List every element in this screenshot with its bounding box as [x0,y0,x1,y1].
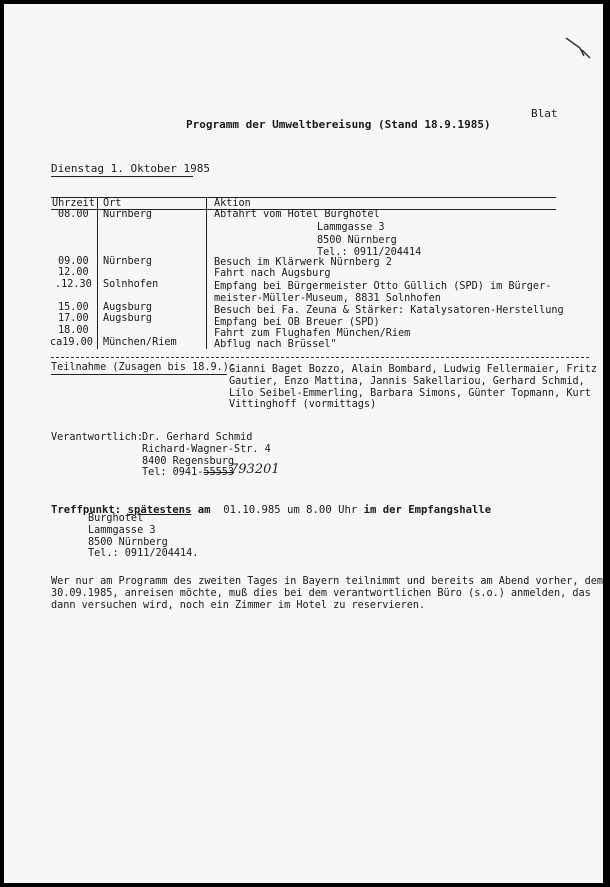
table-row-place: Solnhofen [103,279,159,290]
participants-line: Gianni Baget Bozzo, Alain Bombard, Ludwig Fellermaier, Fritz [229,364,598,375]
document-title: Programm der Umweltbereisung (Stand 18.9.1985) [186,118,491,131]
table-row-action: Besuch bei Fa. Zeuna & Stärker: Katalysatoren-Herstellung [214,305,564,316]
meeting-address-line: 8500 Nürnberg [88,537,168,548]
participants-label: Teilnahme (Zusagen bis 18.9.): [51,362,236,373]
participants-label-underline [51,374,227,375]
responsible-phone [142,467,234,479]
responsible-name: Dr. Gerhard Schmid [142,432,253,443]
table-row-time: 15.00 [58,302,89,313]
table-row-time: 18.00 [58,325,89,336]
responsible-label: Verantwortlich: [51,432,144,443]
table-row-time: 17.00 [58,313,89,324]
table-row-action: Besuch im Klärwerk Nürnberg 2 [214,257,392,268]
table-row-action: Abflug nach Brüssel" [214,339,337,350]
table-row-action: meister-Müller-Museum, 8831 Solnhofen [214,293,441,304]
table-row-time: 08.00 [58,209,89,220]
responsible-city: 8400 Regensburg [142,456,235,467]
page-label: Blat [531,107,558,120]
column-header-time: Uhrzeit [52,198,95,209]
meeting-address-line: Lammgasse 3 [88,525,156,536]
table-row-action: Abfahrt vom Hotel Burghotel [214,209,380,220]
hotel-address-street: Lammgasse 3 [317,222,385,233]
table-row-time: 09.00 [58,256,89,267]
meeting-am: am [197,504,211,516]
table-row-time: 12.00 [58,267,89,278]
phone-prefix: Tel: 0941- [142,467,204,478]
table-bottom-rule [51,357,589,358]
hotel-address-phone: Tel.: 0911/204414 [317,247,422,258]
phone-struck-number: 55553 [203,467,235,478]
table-row-time: .12.30 [55,279,92,290]
responsible-street: Richard-Wagner-Str. 4 [142,444,271,455]
participants-line: Vittinghoff (vormittags) [229,399,377,410]
table-top-rule [51,197,556,198]
note-line: Wer nur am Programm des zweiten Tages in Bayern teilnimmt und bereits am Abend vorher, dem [51,576,604,587]
participants-line: Lilo Seibel-Emmerling, Barbara Simons, Günter Topmann, Kurt [229,388,591,399]
column-header-place: Ort [103,198,122,209]
table-row-place: Nürnberg [103,256,153,267]
table-row-action: Fahrt zum Flughafen München/Riem [214,328,411,339]
meeting-place: im der Empfangshalle [363,504,492,516]
table-row-place: München/Riem [103,337,177,348]
table-row-action: Fahrt nach Augsburg [214,268,331,279]
table-row-place: Nürnberg [103,209,153,220]
participants-line: Gautier, Enzo Mattina, Jannis Sakellariou, Gerhard Schmid, [229,376,585,387]
table-row-place: Augsburg [103,302,153,313]
corner-mark [560,30,600,70]
date-heading: Dienstag 1. Oktober 1985 [51,162,210,175]
table-row-place: Augsburg [103,313,153,324]
table-column-divider [97,197,98,349]
table-column-divider [206,197,207,349]
handwritten-phone-number: 793201 [230,462,280,477]
meeting-latest: spätestens [127,504,192,516]
note-line: dann versuchen wird, noch ein Zimmer im Hotel zu reservieren. [51,600,426,611]
meeting-address-line: Tel.: 0911/204414. [88,548,199,559]
meeting-address-line: Burghotel [88,513,144,524]
column-header-action: Aktion [214,198,251,209]
note-line: 30.09.1985, anreisen möchte, muß dies bei dem verantwortlichen Büro (s.o.) anmelden, das [51,588,591,599]
date-underline [51,176,193,177]
meeting-time: 01.10.985 um 8.00 Uhr [223,504,358,516]
table-row-action: Empfang bei Bürgermeister Otto Güllich (SPD) im Bürger- [214,281,552,292]
meeting-label: Treffpunkt: [51,504,122,516]
hotel-address-city: 8500 Nürnberg [317,235,397,246]
table-row-action: Empfang bei OB Breuer (SPD) [214,317,380,328]
table-row-time: ca19.00 [50,337,93,348]
